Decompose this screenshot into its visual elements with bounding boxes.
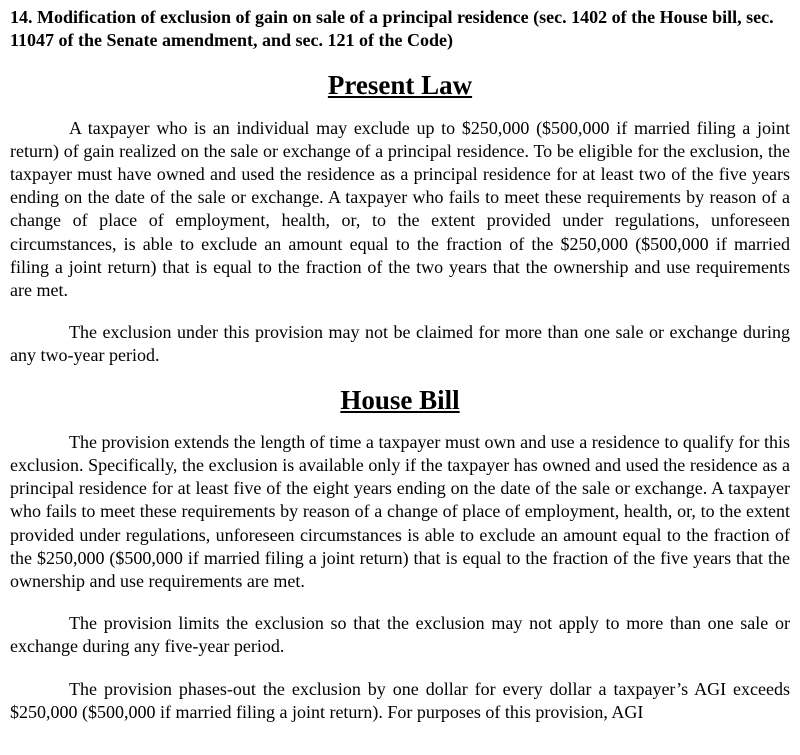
present-law-paragraph-2: The exclusion under this provision may not be claimed for more than one sale or exchange during any two-year period. xyxy=(10,322,790,366)
house-bill-paragraph-1: The provision extends the length of time a taxpayer must own and use a residence to qualify for this exclusion. Specifically, the exclusion is available only if the taxpayer has owned and used the residence as a principal residence for at least five of the eight years ending on the date of the sale or exchange. A taxpayer who fails to meet these requirements by reason of a change of place of employment, health, or, to the extent provided under regulations, unforeseen circumstances is able to exclude an amount equal to the fraction of the $250,000 ($500,000 if married filing a joint return) that is equal to the fraction of the five years that the ownership and use requirements are met. xyxy=(10,431,790,592)
house-bill-paragraph-3: The provision phases-out the exclusion by one dollar for every dollar a taxpayer’s AGI exceeds $250,000 ($500,000 if married filing a joint return). For purposes of this provision, AGI xyxy=(10,678,790,722)
present-law-paragraph-1: A taxpayer who is an individual may exclude up to $250,000 ($500,000 if married filing a joint return) of gain realized on the sale or exchange of a principal residence. To be eligible for the exclusion, the taxpayer must have owned and used the residence as a principal residence for at least two of the five years ending on the date of the sale or exchange. A taxpayer who fails to meet these requirements by reason of a change of place of employment, health, or, to the extent provided under regulations, unforeseen circumstances, is able to exclude an amount equal to the fraction of the $250,000 ($500,000 if married filing a joint return) that is equal to the fraction of the two years that the ownership and use requirements are met. xyxy=(10,117,790,301)
present-law-heading: Present Law xyxy=(327,70,473,101)
house-bill-heading: House Bill xyxy=(340,384,460,415)
section-title: 14. Modification of exclusion of gain on sale of a principal residence (sec. 1402 of the House bill, sec. 11047 of the Senate amendment, and sec. 121 of the Code) xyxy=(10,7,774,51)
house-bill-paragraph-2: The provision limits the exclusion so that the exclusion may not apply to more than one sale or exchange during any five-year period. xyxy=(10,613,790,657)
